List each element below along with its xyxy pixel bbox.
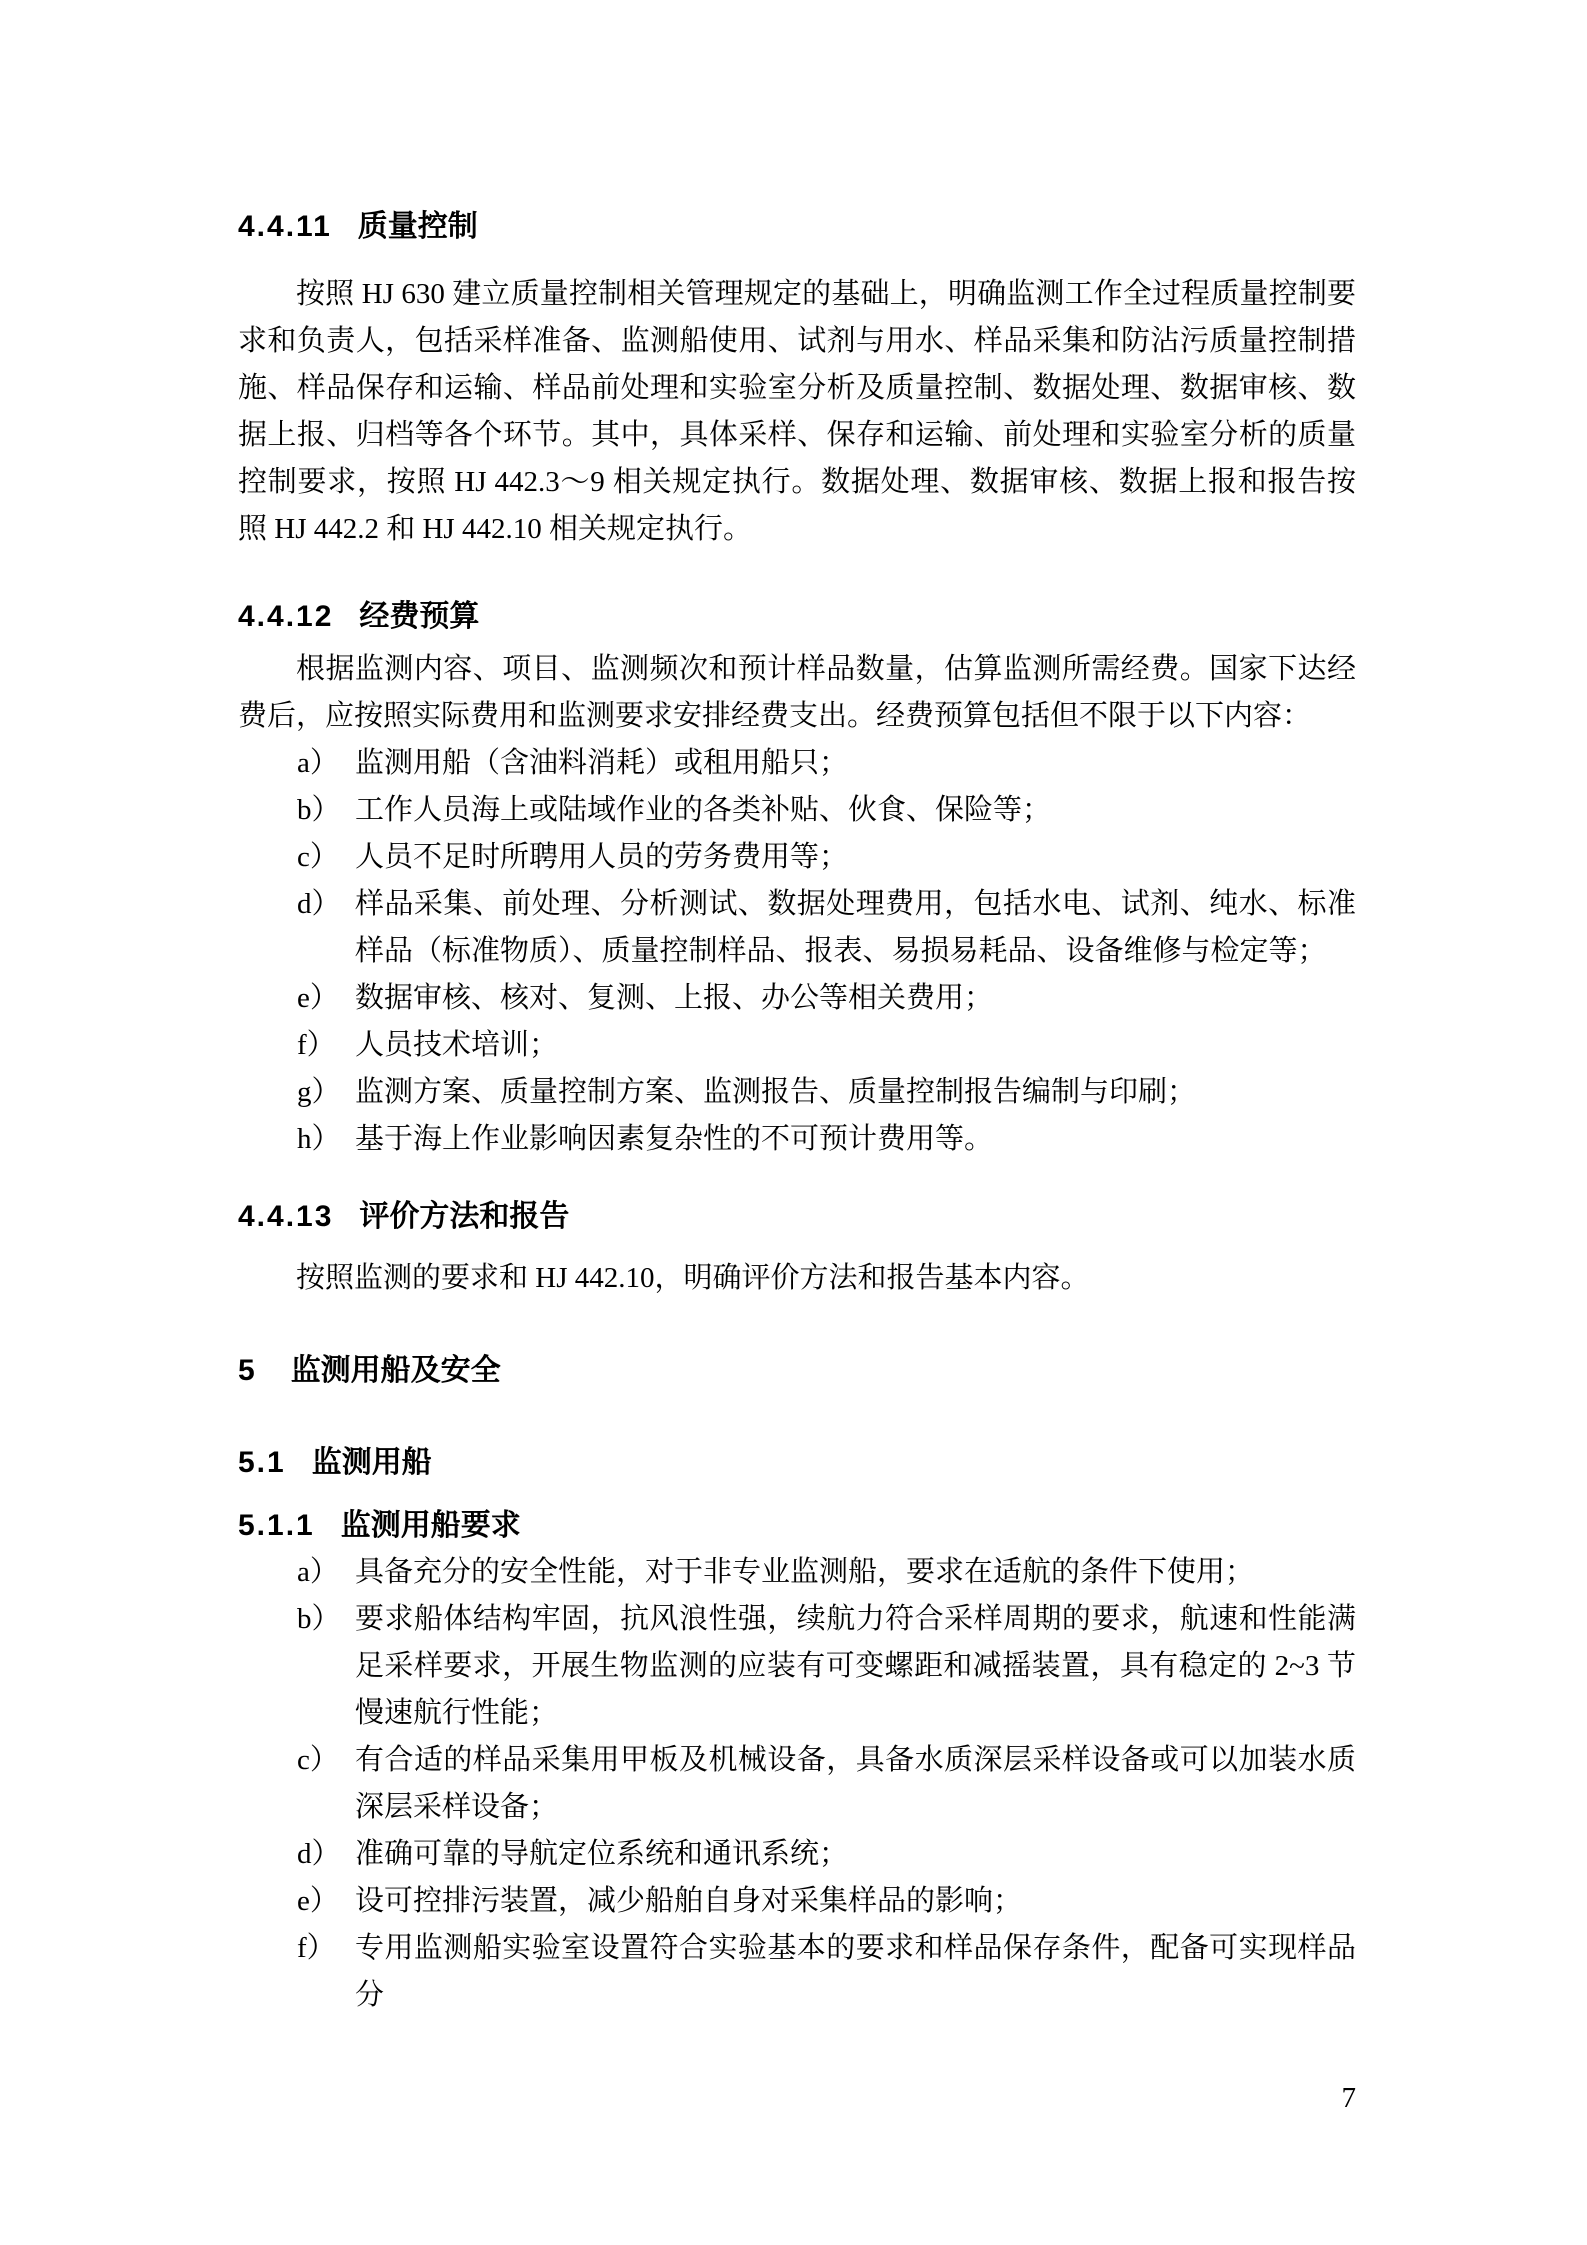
heading-number: 5.1 <box>238 1446 286 1479</box>
item-label: d） <box>297 1838 341 1870</box>
heading-title: 评价方法和报告 <box>359 1200 570 1233</box>
heading-4-4-13 <box>238 1193 1356 1240</box>
item-label: f） <box>297 1932 336 1964</box>
heading-number: 4.4.11 <box>238 210 332 243</box>
list-item <box>238 1831 1356 1878</box>
item-label: f） <box>297 1029 336 1061</box>
list-item <box>238 1022 1356 1069</box>
budget-items-list <box>238 740 1356 1163</box>
ship-requirement-list <box>238 1549 1356 2019</box>
paragraph-evaluation: 按照监测的要求和 HJ 442.10，明确评价方法和报告基本内容。 <box>296 1262 1090 1294</box>
list-item <box>238 975 1356 1022</box>
item-text: 设可控排污装置，减少船舶自身对采集样品的影响； <box>355 1885 1023 1917</box>
heading-5-1 <box>238 1439 1356 1486</box>
item-label: c） <box>297 1744 339 1776</box>
item-label: d） <box>297 888 341 920</box>
paragraph-budget-intro: 根据监测内容、项目、监测频次和预计样品数量，估算监测所需经费。国家下达经费后，应按照实际费用和监测要求安排经费支出。经费预算包括但不限于以下内容： <box>238 653 1356 732</box>
item-label: e） <box>297 1885 339 1917</box>
heading-5-1-1 <box>238 1502 1356 1549</box>
item-text: 人员不足时所聘用人员的劳务费用等； <box>355 841 849 873</box>
heading-title: 监测用船 <box>311 1446 432 1479</box>
item-label: h） <box>297 1123 341 1155</box>
item-label: a） <box>297 1556 339 1588</box>
item-text: 样品采集、前处理、分析测试、数据处理费用，包括水电、试剂、纯水、标准样品（标准物质）、质量控制样品、报表、易损易耗品、设备维修与检定等； <box>355 888 1356 967</box>
heading-5 <box>238 1347 1356 1394</box>
item-text: 具备充分的安全性能，对于非专业监测船，要求在适航的条件下使用； <box>355 1556 1255 1588</box>
list-item <box>238 740 1356 787</box>
list-item <box>238 1549 1356 1596</box>
list-item <box>238 1737 1356 1831</box>
list-item <box>238 881 1356 975</box>
heading-title: 质量控制 <box>357 210 478 243</box>
heading-number: 4.4.13 <box>238 1200 334 1233</box>
list-item <box>238 834 1356 881</box>
list-item <box>238 1878 1356 1925</box>
heading-4-4-12 <box>238 593 1356 640</box>
item-text: 工作人员海上或陆域作业的各类补贴、伙食、保险等； <box>355 794 1052 826</box>
list-item <box>238 1116 1356 1163</box>
heading-number: 5.1.1 <box>238 1509 315 1542</box>
item-text: 有合适的样品采集用甲板及机械设备，具备水质深层采样设备或可以加装水质深层采样设备； <box>355 1744 1356 1823</box>
heading-title: 经费预算 <box>359 600 480 633</box>
list-item <box>238 1925 1356 2019</box>
item-label: e） <box>297 982 339 1014</box>
paragraph-quality-control: 按照 HJ 630 建立质量控制相关管理规定的基础上，明确监测工作全过程质量控制要求和负责人，包括采样准备、监测船使用、试剂与用水、样品采集和防沾污质量控制措施、样品保存和运输、样品前处理和实验室分析及质量控制、数据处理、数据审核、数据上报、归档等各个环节。其中，具体采样、保存和运输、前处理和实验室分析的质量控制要求，按照 HJ 442.3～9 相关规定执行。数据处理、数据审核、数据上报和报告按照 HJ 442.2 和 HJ 442.10 相关规定执行。 <box>238 278 1356 545</box>
item-text: 数据审核、核对、复测、上报、办公等相关费用； <box>355 982 994 1014</box>
heading-title: 监测用船及安全 <box>290 1354 501 1387</box>
item-text: 要求船体结构牢固，抗风浪性强，续航力符合采样周期的要求，航速和性能满足采样要求，开展生物监测的应装有可变螺距和减摇装置，具有稳定的 2~3 节慢速航行性能； <box>355 1603 1356 1729</box>
heading-number: 4.4.12 <box>238 600 334 633</box>
page-number: 7 <box>1341 2082 1356 2114</box>
item-text: 基于海上作业影响因素复杂性的不可预计费用等。 <box>355 1123 994 1155</box>
item-text: 监测用船（含油料消耗）或租用船只； <box>355 747 849 779</box>
heading-title: 监测用船要求 <box>340 1509 521 1542</box>
list-item <box>238 1069 1356 1116</box>
list-item <box>238 787 1356 834</box>
item-label: c） <box>297 841 339 873</box>
item-text: 人员技术培训； <box>355 1029 559 1061</box>
item-text: 准确可靠的导航定位系统和通讯系统； <box>355 1838 849 1870</box>
item-label: b） <box>297 794 341 826</box>
heading-4-4-11 <box>238 203 1356 250</box>
item-text: 监测方案、质量控制方案、监测报告、质量控制报告编制与印刷； <box>355 1076 1197 1108</box>
item-text: 专用监测船实验室设置符合实验基本的要求和样品保存条件，配备可实现样品分 <box>355 1932 1356 2011</box>
heading-number: 5 <box>238 1354 257 1387</box>
item-label: a） <box>297 747 339 779</box>
item-label: g） <box>297 1076 341 1108</box>
list-item <box>238 1596 1356 1737</box>
item-label: b） <box>297 1603 341 1635</box>
page-content <box>238 0 1356 2019</box>
